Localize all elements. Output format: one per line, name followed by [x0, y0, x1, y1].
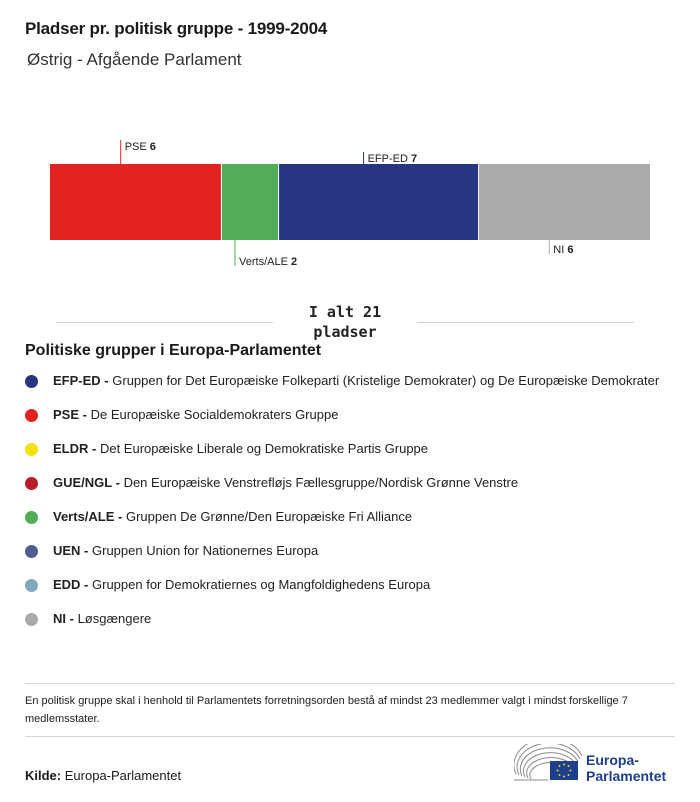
- legend-abbr: NI -: [53, 611, 74, 626]
- legend-item: [25, 474, 665, 492]
- legend-item: [25, 542, 665, 560]
- legend-text: Gruppen for Demokratiernes og Mangfoldighedens Europa: [92, 577, 431, 592]
- total-line-left: [56, 322, 273, 323]
- total-seats-line1: I alt 21: [308, 303, 382, 321]
- segment-label-value: 7: [410, 153, 418, 165]
- bar-segment-efp-ed: [279, 164, 479, 240]
- segment-label-name: EFP-ED: [367, 153, 411, 165]
- legend-abbr: EFP-ED -: [53, 373, 109, 388]
- legend-dot: [25, 545, 38, 558]
- source-label: Kilde:: [25, 768, 62, 783]
- stacked-seat-bar-chart: [0, 130, 700, 280]
- legend-item: [25, 440, 665, 458]
- legend-item: [25, 576, 665, 594]
- total-seats: [56, 300, 634, 344]
- source: [25, 768, 181, 783]
- source-value: Europa-Parlamentet: [64, 768, 182, 783]
- legend-abbr: ELDR -: [53, 441, 97, 456]
- logo-line2: Parlamentet: [586, 768, 667, 784]
- total-line-right: [417, 322, 634, 323]
- segment-label-value: 2: [290, 256, 298, 268]
- legend-abbr: UEN -: [53, 543, 89, 558]
- bar-segment-pse: [50, 164, 221, 240]
- chart-subtitle: Østrig - Afgående Parlament: [27, 50, 242, 69]
- legend-abbr: PSE -: [53, 407, 87, 422]
- segment-label: [553, 244, 573, 256]
- legend-text: Gruppen De Grønne/Den Europæiske Fri Alliance: [125, 509, 413, 524]
- legend-dot: [25, 477, 38, 490]
- segment-label-name: NI: [553, 244, 568, 256]
- footnote: En politisk gruppe skal i henhold til Parlamentets forretningsorden bestå af mindst 23 medlemmer valgt i mindst forskellige 7 medlemsstater.: [25, 695, 628, 725]
- segment-label: [368, 153, 418, 165]
- legend-abbr: Verts/ALE -: [53, 509, 123, 524]
- legend-dot: [25, 409, 38, 422]
- total-seats-line2: pladser: [313, 323, 377, 341]
- legend-dot: [25, 443, 38, 456]
- legend-item: [25, 372, 665, 390]
- total-seats-label: [273, 302, 417, 342]
- footnote-divider-top: [25, 683, 675, 684]
- legend-item: [25, 508, 665, 526]
- legend-dot: [25, 613, 38, 626]
- chart-title: Pladser pr. politisk gruppe - 1999-2004: [25, 19, 328, 38]
- footnote-divider-bottom: [25, 736, 675, 737]
- segment-label-name: PSE: [124, 141, 150, 153]
- legend-text: Det Europæiske Liberale og Demokratiske Partis Gruppe: [99, 441, 429, 456]
- legend-dot: [25, 579, 38, 592]
- legend-text: Gruppen for Det Europæiske Folkeparti (Kristelige Demokrater) og De Europæiske Demokrater: [112, 373, 660, 388]
- legend: [25, 372, 665, 644]
- segment-label: [239, 256, 297, 268]
- segment-label-value: 6: [567, 244, 574, 256]
- logo-text: [586, 752, 666, 784]
- legend-text: Løsgængere: [77, 611, 152, 626]
- segment-label: [125, 141, 156, 153]
- segment-label-name: Verts/ALE: [239, 256, 291, 268]
- legend-abbr: EDD -: [53, 577, 89, 592]
- legend-text: Gruppen Union for Nationernes Europa: [92, 543, 319, 558]
- legend-dot: [25, 511, 38, 524]
- bar-segment-verts-ale: [221, 164, 278, 240]
- segment-label-value: 6: [149, 141, 156, 153]
- logo-line1: Europa-: [586, 752, 639, 768]
- legend-item: [25, 610, 665, 628]
- legend-title: Politiske grupper i Europa-Parlamentet: [25, 342, 322, 359]
- bar-segment-ni: [479, 164, 650, 240]
- legend-text: Den Europæiske Venstrefløjs Fællesgruppe/Nordisk Grønne Venstre: [123, 475, 519, 490]
- legend-text: De Europæiske Socialdemokraters Gruppe: [90, 407, 339, 422]
- legend-item: [25, 406, 665, 424]
- legend-abbr: GUE/NGL -: [53, 475, 120, 490]
- legend-dot: [25, 375, 38, 388]
